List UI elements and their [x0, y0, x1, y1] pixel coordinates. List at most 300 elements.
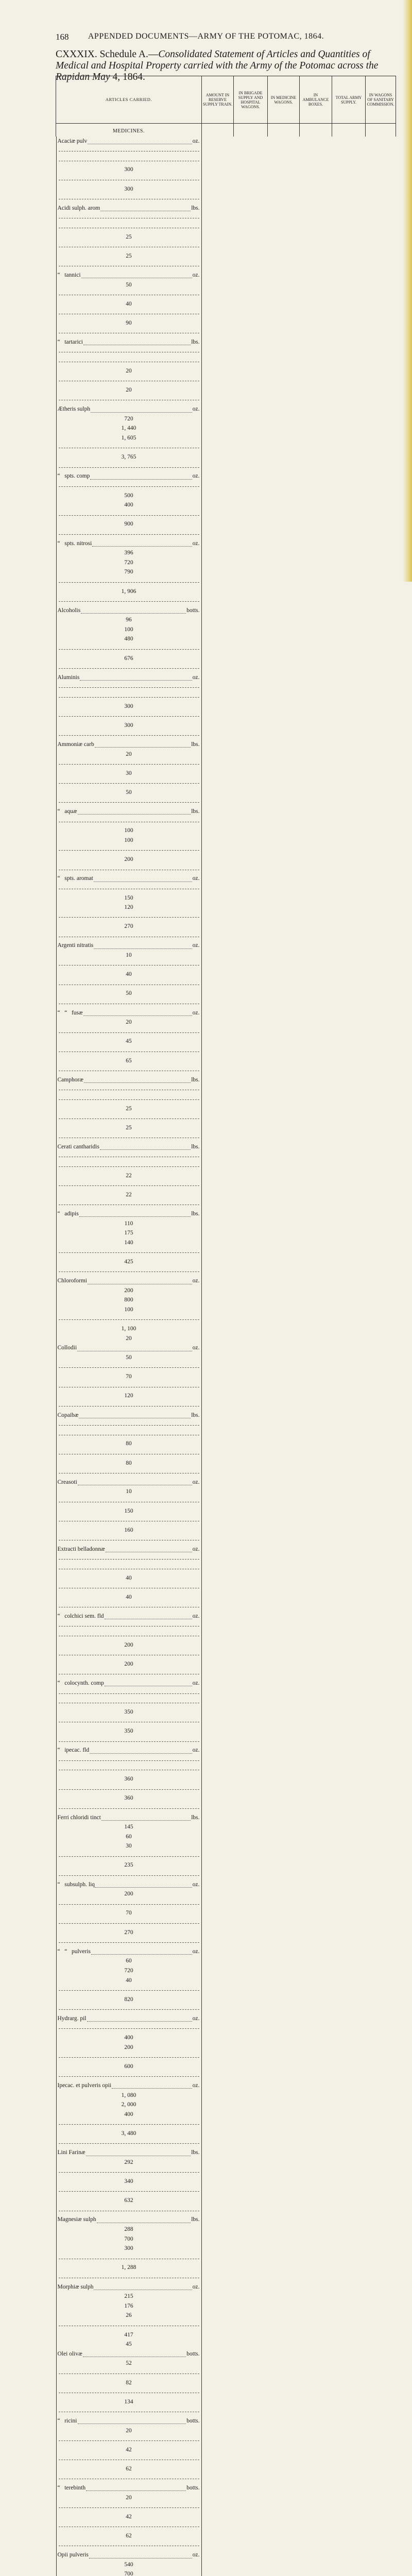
article-cell [56, 1142, 202, 1152]
article-unit: oz. [192, 138, 200, 144]
blank-leader [59, 1990, 199, 1991]
leader-dots [100, 1144, 191, 1150]
blank-leader [59, 582, 199, 583]
reserve-cell [56, 481, 202, 491]
reserve-cell [56, 884, 202, 893]
leader-dots [90, 1748, 192, 1754]
sanitary-cell [56, 865, 202, 874]
article-unit: oz. [192, 406, 200, 413]
blank-leader [59, 601, 199, 602]
medicine-cell: 40 [56, 1573, 202, 1583]
reserve-cell: 145 [56, 1822, 202, 1832]
sanitary-cell [56, 1132, 202, 1142]
article-name: “ subsulph. liq [57, 1881, 95, 1888]
blank-leader [59, 515, 199, 516]
reserve-cell: 215 [56, 2292, 202, 2301]
title-italic: Consolidated Statement of Articles and Quantities of Medical and Hospital Property carried with the Army of the Potomac across the Rapidan May [56, 49, 379, 82]
article-unit: oz. [192, 942, 200, 949]
article-name: “ spts. aromat [57, 875, 93, 882]
blank-leader [59, 1693, 199, 1694]
ambulance-cell [56, 912, 202, 922]
brigade-cell [56, 1430, 202, 1439]
blank-leader [59, 687, 199, 688]
article-name: Cerati cantharidis [57, 1143, 99, 1150]
article-unit: botts. [186, 2417, 200, 2424]
ambulance-cell [56, 1583, 202, 1592]
leader-dots [105, 1613, 192, 1619]
brigade-cell [56, 2368, 202, 2378]
total-cell: 300 [56, 184, 202, 194]
brigade-cell [56, 1161, 202, 1171]
reserve-cell: 20 [56, 750, 202, 759]
article-cell [56, 337, 202, 347]
leader-dots [92, 540, 192, 547]
medicine-cell: 340 [56, 2177, 202, 2187]
sanitary-cell: 45 [56, 2340, 202, 2349]
brigade-cell: 500 [56, 491, 202, 501]
article-unit: oz. [192, 1278, 200, 1284]
blank-leader [59, 668, 199, 669]
article-name: Ferri chloridi tinct [57, 1814, 101, 1821]
article-cell [56, 1209, 202, 1219]
article-name: Aluminis [57, 674, 80, 681]
article-name: “ tartarici [57, 339, 83, 346]
table-row [56, 2349, 396, 2416]
article-unit: lbs. [191, 1143, 200, 1150]
brigade-cell: 700 [56, 2569, 202, 2576]
sanitary-cell [56, 2206, 202, 2215]
reserve-cell [56, 1084, 202, 1094]
table-row [56, 1478, 396, 1545]
blank-leader [59, 1118, 199, 1119]
brigade-cell [56, 1027, 202, 1037]
brigade-cell: 100 [56, 826, 202, 836]
ambulance-cell [56, 175, 202, 184]
total-cell: 300 [56, 721, 202, 731]
medicine-cell: 26 [56, 2311, 202, 2320]
leader-dots [80, 674, 192, 681]
article-cell [56, 1612, 202, 1621]
sanitary-cell [56, 1468, 202, 1478]
article-name: “ colocynth. comp [57, 1680, 104, 1687]
sanitary-cell [56, 663, 202, 673]
article-cell [56, 2148, 202, 2158]
article-name: Magnesiæ sulph [57, 2216, 96, 2223]
leader-dots [88, 138, 192, 144]
blank-leader [59, 2009, 199, 2010]
running-head: APPENDED DOCUMENTS—ARMY OF THE POTOMAC, 1864. [88, 32, 324, 41]
brigade-cell [56, 2167, 202, 2177]
sanitary-cell [56, 998, 202, 1008]
reserve-cell [56, 817, 202, 826]
article-name: Morphiæ sulph [57, 2283, 94, 2290]
reserve-cell: 96 [56, 615, 202, 625]
blank-leader [59, 1923, 199, 1924]
sanitary-cell [56, 2541, 202, 2551]
reserve-cell [56, 682, 202, 692]
table-row [56, 740, 396, 807]
blank-leader [59, 2143, 199, 2144]
article-cell [56, 1411, 202, 1420]
total-cell: 3, 765 [56, 452, 202, 462]
medicine-cell: 480 [56, 634, 202, 644]
medicine-cell: 20 [56, 366, 202, 376]
leader-dots [95, 1882, 192, 1888]
article-name: Lini Farinæ [57, 2149, 85, 2156]
total-cell: 160 [56, 1526, 202, 1535]
blank-leader [59, 2172, 199, 2173]
empty-cell [332, 124, 366, 137]
ambulance-cell [56, 443, 202, 453]
sanitary-cell [56, 194, 202, 204]
article-unit: oz. [192, 2082, 200, 2089]
table-row [56, 1276, 396, 1343]
blank-leader [59, 1185, 199, 1186]
reserve-cell: 110 [56, 1219, 202, 1229]
total-cell: 25 [56, 251, 202, 261]
col-header-sanitary: IN WAGONS OF SANITARY COMMISSION. [366, 76, 396, 124]
article-unit: oz. [192, 1948, 200, 1955]
article-cell [56, 204, 202, 213]
medicine-cell: 300 [56, 165, 202, 175]
table-row [56, 1008, 396, 1075]
medicine-cell: 100 [56, 1305, 202, 1315]
article-unit: lbs. [191, 205, 200, 211]
blank-leader [59, 802, 199, 803]
table-row [56, 2081, 396, 2148]
article-cell [56, 404, 202, 414]
ambulance-cell [56, 644, 202, 654]
ambulance-cell [56, 1918, 202, 1928]
blank-leader [59, 764, 199, 765]
medicine-cell: 25 [56, 232, 202, 242]
ambulance-cell [56, 2454, 202, 2464]
table-row [56, 270, 396, 337]
table-row [56, 941, 396, 1008]
brigade-cell [56, 1363, 202, 1372]
article-cell [56, 2416, 202, 2426]
article-cell [56, 1813, 202, 1823]
article-unit: lbs. [191, 339, 200, 346]
article-unit: oz. [192, 1479, 200, 1485]
blank-leader [59, 2507, 199, 2508]
brigade-cell: 700 [56, 2234, 202, 2244]
ambulance-cell [56, 242, 202, 251]
leader-dots [100, 205, 191, 211]
blank-leader [59, 1559, 199, 1560]
reserve-cell [56, 1152, 202, 1162]
leader-dots [87, 2015, 192, 2022]
sanitary-cell [56, 1535, 202, 1545]
total-cell: 417 [56, 2330, 202, 2340]
article-unit: oz. [192, 875, 200, 882]
sanitary-cell [56, 1602, 202, 1612]
leader-dots [91, 406, 192, 413]
total-cell: 270 [56, 1928, 202, 1938]
brigade-cell [56, 1899, 202, 1909]
ambulance-cell [56, 2320, 202, 2330]
article-unit: lbs. [191, 1076, 200, 1083]
blank-leader [59, 735, 199, 736]
reserve-cell [56, 213, 202, 223]
leader-dots [86, 2150, 191, 2156]
ambulance-cell [56, 845, 202, 855]
medicine-cell: 40 [56, 1976, 202, 1986]
total-cell: 120 [56, 1391, 202, 1401]
brigade-cell [56, 223, 202, 232]
article-name: Copaibæ [57, 1412, 79, 1418]
brigade-cell: 720 [56, 1966, 202, 1976]
reserve-cell: 20 [56, 2493, 202, 2503]
ambulance-cell [56, 1382, 202, 1392]
article-cell [56, 1343, 202, 1353]
brigade-cell: 2, 000 [56, 2100, 202, 2110]
article-cell [56, 1008, 202, 1018]
total-cell: 350 [56, 1726, 202, 1736]
ambulance-cell [56, 1449, 202, 1459]
medicine-cell: 42 [56, 2512, 202, 2522]
blank-leader [59, 783, 199, 784]
col-header-brigade: IN BRIGADE SUPPLY AND HOSPITAL WAGONS. [234, 76, 268, 124]
ambulance-cell [56, 1113, 202, 1123]
total-cell: 65 [56, 1056, 202, 1066]
medicine-cell: 400 [56, 500, 202, 510]
total-cell: 1, 906 [56, 587, 202, 597]
ambulance-cell [56, 1985, 202, 1995]
article-cell [56, 471, 202, 481]
sanitary-cell [56, 1669, 202, 1679]
table-row [56, 2416, 396, 2483]
reserve-cell [56, 347, 202, 357]
article-cell [56, 2483, 202, 2493]
title-tail: 4, 1864. [110, 72, 145, 82]
leader-dots [83, 339, 191, 345]
leader-dots [77, 1345, 192, 1351]
ambulance-cell [56, 1046, 202, 1056]
total-cell: 62 [56, 2464, 202, 2474]
reserve-cell: 20 [56, 2426, 202, 2436]
total-cell: 600 [56, 2062, 202, 2072]
ambulance-cell [56, 577, 202, 587]
medicine-cell: 790 [56, 567, 202, 577]
sanitary-cell [56, 1870, 202, 1880]
article-name: “ “ fusæ [57, 1009, 83, 1016]
blank-leader [59, 2124, 199, 2125]
table-row [56, 1947, 396, 2014]
table-row [56, 606, 396, 673]
brigade-cell [56, 1765, 202, 1775]
reserve-cell [56, 1554, 202, 1564]
article-unit: oz. [192, 2283, 200, 2290]
leader-dots [78, 2418, 186, 2424]
ambulance-cell [56, 2253, 202, 2263]
leader-dots [94, 2284, 192, 2290]
article-cell [56, 740, 202, 750]
medicine-cell: 300 [56, 2244, 202, 2253]
table-row [56, 2014, 396, 2081]
medicine-cell: 30 [56, 769, 202, 778]
article-name: “ “ pulveris [57, 1948, 91, 1955]
article-name: Camphoræ [57, 1076, 83, 1083]
medicine-cell: 1, 605 [56, 433, 202, 443]
medicine-cell: 200 [56, 1640, 202, 1650]
table-row [56, 539, 396, 606]
blank-leader [59, 1875, 199, 1876]
reserve-cell [56, 146, 202, 156]
medicine-cell: 100 [56, 836, 202, 845]
article-name: Opii pulveris [57, 2552, 89, 2558]
medicine-cell: 22 [56, 1171, 202, 1181]
article-name: Chloroformi [57, 1278, 87, 1284]
medicine-cell: 200 [56, 2043, 202, 2053]
article-name: Ammoniæ carb [57, 741, 94, 748]
total-cell: 900 [56, 519, 202, 529]
reserve-cell: 540 [56, 2560, 202, 2570]
blank-leader [59, 649, 199, 650]
table-row [56, 204, 396, 270]
article-cell [56, 941, 202, 951]
table-row [56, 2282, 396, 2349]
blank-leader [59, 1166, 199, 1167]
article-unit: oz. [192, 1345, 200, 1351]
brigade-cell [56, 357, 202, 366]
article-unit: oz. [192, 1546, 200, 1552]
article-unit: lbs. [191, 1412, 200, 1418]
article-unit: oz. [192, 540, 200, 547]
article-name: “ tannici [57, 272, 81, 278]
ambulance-cell [56, 2187, 202, 2196]
blank-leader [59, 2057, 199, 2058]
sanitary-cell [56, 2406, 202, 2416]
leader-dots [95, 741, 191, 748]
blank-leader [59, 1904, 199, 1905]
leader-dots [79, 1412, 191, 1418]
reserve-cell: 10 [56, 951, 202, 960]
sanitary-cell [56, 261, 202, 270]
reserve-cell: 288 [56, 2225, 202, 2234]
ambulance-cell [56, 309, 202, 318]
table-row [56, 1343, 396, 1410]
brigade-cell [56, 759, 202, 769]
total-cell: 235 [56, 1860, 202, 1870]
total-cell: 40 [56, 1592, 202, 1602]
reserve-cell [56, 2024, 202, 2033]
article-name: Ætheris sulph [57, 406, 91, 413]
empty-cell [366, 124, 396, 137]
article-cell [56, 1478, 202, 1487]
article-unit: botts. [186, 2485, 200, 2492]
medicine-cell: 82 [56, 2378, 202, 2388]
sanitary-cell [56, 2139, 202, 2148]
reserve-cell [56, 1420, 202, 1430]
blank-leader [59, 850, 199, 851]
table-row [56, 1612, 396, 1679]
leader-dots [86, 2485, 186, 2491]
medicine-cell: 350 [56, 1707, 202, 1717]
article-unit: lbs. [191, 1814, 200, 1821]
ambulance-cell [56, 1516, 202, 1526]
table-row [56, 673, 396, 740]
medicine-cell: 40 [56, 970, 202, 979]
total-cell: 360 [56, 1793, 202, 1803]
article-cell [56, 2081, 202, 2091]
empty-cell [300, 124, 332, 137]
blank-leader [59, 1252, 199, 1253]
leader-dots [91, 1948, 192, 1955]
article-unit: lbs. [191, 808, 200, 815]
medicine-cell: 300 [56, 702, 202, 711]
article-unit: botts. [186, 2350, 200, 2357]
leader-dots [106, 1546, 192, 1552]
sanitary-cell [56, 2273, 202, 2282]
ambulance-cell [56, 2521, 202, 2531]
leader-dots [94, 876, 192, 882]
leader-dots [83, 1010, 192, 1016]
sanitary-cell [56, 730, 202, 740]
reserve-cell [56, 1621, 202, 1631]
brigade-cell [56, 1094, 202, 1104]
article-name: “ aquæ [57, 808, 77, 815]
table-row [56, 404, 396, 471]
table-row [56, 874, 396, 941]
sanitary-cell [56, 1736, 202, 1746]
sanitary-cell [56, 462, 202, 472]
blank-leader [59, 467, 199, 468]
article-unit: oz. [192, 1680, 200, 1687]
table-row [56, 1411, 396, 1478]
article-name: “ terebinth [57, 2485, 86, 2492]
article-cell [56, 1545, 202, 1554]
table-row [56, 1679, 396, 1745]
total-cell: 20 [56, 385, 202, 395]
brigade-cell: 800 [56, 1295, 202, 1305]
medicine-cell: 70 [56, 1372, 202, 1382]
col-header-medicine: IN MEDICINE WAGONS. [268, 76, 300, 124]
article-unit: lbs. [191, 2149, 200, 2156]
article-unit: oz. [192, 473, 200, 480]
ambulance-cell [56, 2387, 202, 2397]
brigade-cell [56, 290, 202, 299]
sanitary-cell [56, 1937, 202, 1947]
blank-leader [59, 534, 199, 535]
article-name: Olei olivæ [57, 2350, 82, 2357]
brigade-cell [56, 2435, 202, 2445]
ambulance-cell [56, 1851, 202, 1861]
total-cell: 1, 100 [56, 1324, 202, 1334]
brigade-cell: 60 [56, 1832, 202, 1842]
total-cell: 270 [56, 922, 202, 931]
table-row [56, 471, 396, 538]
article-cell [56, 2215, 202, 2225]
blank-leader [59, 917, 199, 918]
article-name: Ipecac. et pulveris opii [57, 2082, 112, 2089]
ambulance-cell [56, 778, 202, 788]
total-cell: 50 [56, 788, 202, 798]
total-cell: 676 [56, 654, 202, 664]
medicine-cell: 80 [56, 1439, 202, 1449]
article-name: Argenti nitratis [57, 942, 94, 949]
ambulance-cell [56, 1784, 202, 1794]
brigade-cell [56, 1698, 202, 1707]
reserve-cell: 200 [56, 1889, 202, 1899]
sanitary-cell [56, 328, 202, 337]
reserve-cell: 60 [56, 1956, 202, 1966]
sanitary-cell [56, 529, 202, 539]
table-row [56, 2550, 396, 2576]
article-unit: oz. [192, 2552, 200, 2558]
reserve-cell: 20 [56, 1018, 202, 1027]
table-header-row [56, 76, 396, 124]
